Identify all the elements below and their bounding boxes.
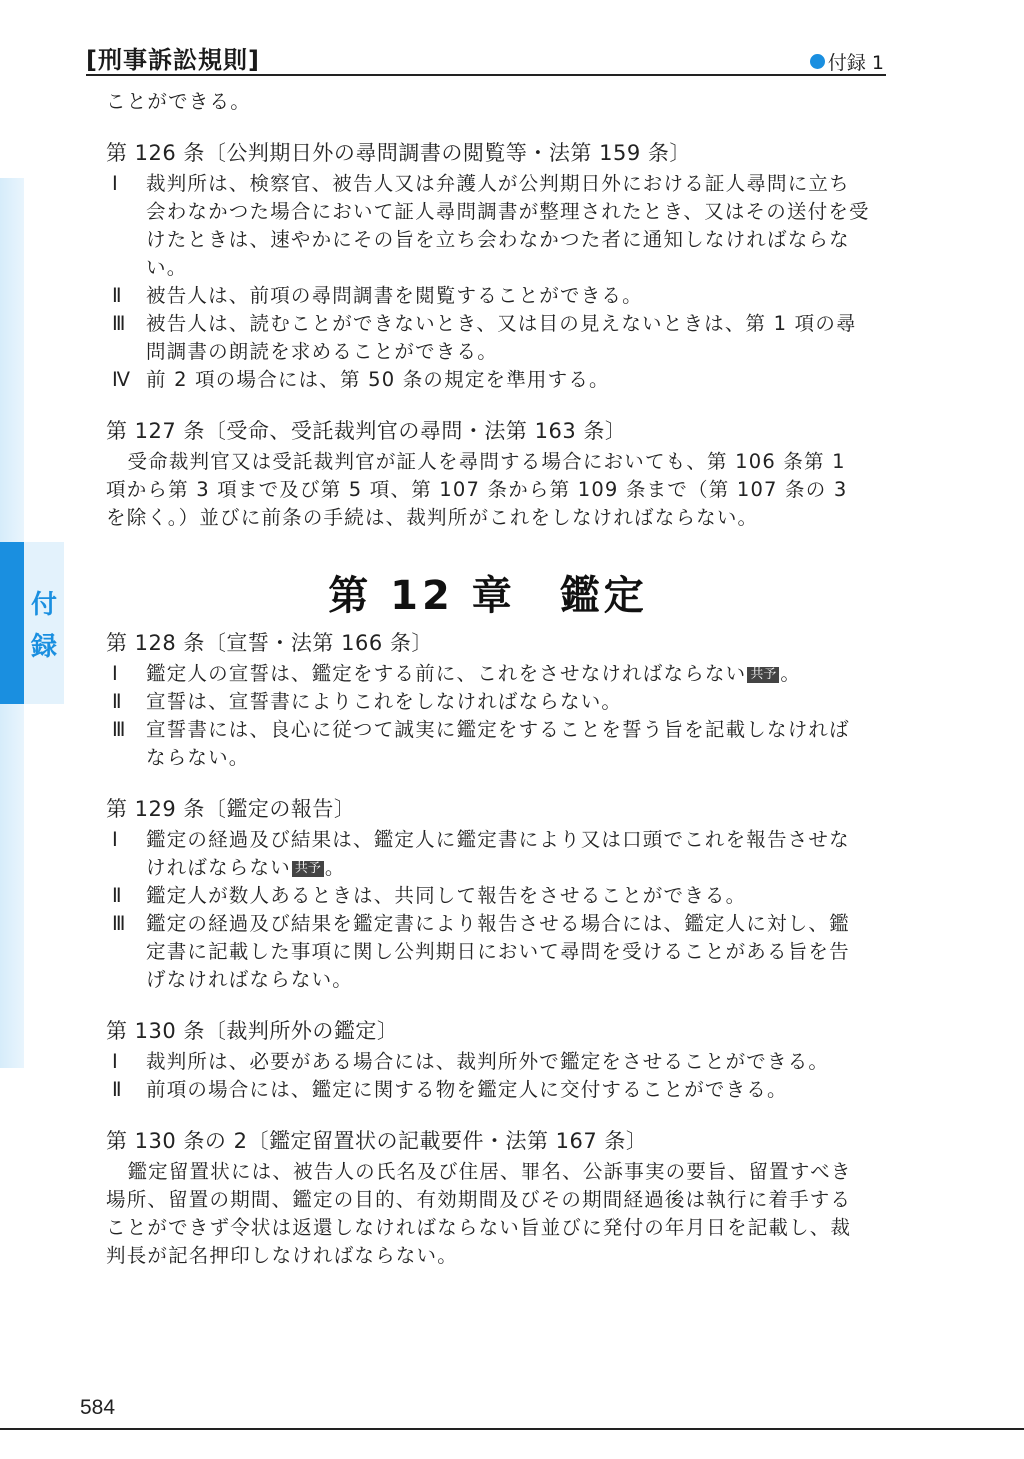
article-paragraph: 鑑定留置状には、被告人の氏名及び住居、罪名、公訴事実の要旨、留置すべき場所、留置の期間、鑑定の目的、有効期間及びその期間経過後は執行に着手することができず令状は返還しなければならない旨並びに発付の年月日を記載し、裁判長が記名押印しなければならない。 <box>106 1160 852 1267</box>
article-item <box>106 1048 870 1076</box>
item-text: 前項の場合には、鑑定に関する物を鑑定人に交付することができる。 <box>146 1078 788 1101</box>
item-number: Ⅱ <box>112 284 123 307</box>
item-number: Ⅲ <box>112 912 127 935</box>
article-heading: 第 128 条〔宣誓・法第 166 条〕 <box>106 631 433 655</box>
kyoyo-tag-icon: 共予 <box>747 667 779 683</box>
item-text: 被告人は、前項の尋問調書を閲覧することができる。 <box>146 284 643 307</box>
item-text: 裁判所は、必要がある場合には、裁判所外で鑑定をさせることができる。 <box>146 1050 830 1073</box>
article-item <box>106 688 870 716</box>
article-item <box>106 716 870 772</box>
article-item <box>106 910 870 994</box>
item-text: 宣誓は、宣誓書によりこれをしなければならない。 <box>146 690 623 713</box>
sidebar-tab-char: 付 <box>30 590 57 620</box>
item-text: 鑑定の経過及び結果を鑑定書により報告させる場合には、鑑定人に対し、鑑定書に記載した事項に関し公判期日において尋問を受けることがある旨を告げなければならない。 <box>146 912 850 991</box>
item-text-end: 。 <box>780 662 802 685</box>
article-item <box>106 282 870 310</box>
item-text <box>146 826 870 882</box>
item-number: Ⅱ <box>112 884 123 907</box>
chapter-title: 第 12 章 鑑定 <box>328 573 648 619</box>
item-number: Ⅳ <box>112 368 132 391</box>
item-number: Ⅰ <box>112 1050 119 1073</box>
item-number: Ⅱ <box>112 1078 123 1101</box>
item-text: 鑑定人が数人あるときは、共同して報告をさせることができる。 <box>146 884 747 907</box>
article-heading: 第 130 条〔裁判所外の鑑定〕 <box>106 1019 399 1043</box>
article-heading: 第 130 条の 2〔鑑定留置状の記載要件・法第 167 条〕 <box>106 1129 648 1153</box>
header-rule <box>86 74 886 76</box>
item-text: 宣誓書には、良心に従つて誠実に鑑定をすることを誓う旨を記載しなければならない。 <box>146 718 850 769</box>
article-heading: 第 129 条〔鑑定の報告〕 <box>106 797 356 821</box>
item-number: Ⅲ <box>112 312 127 335</box>
article-item <box>106 366 870 394</box>
page-number: 584 <box>80 1396 116 1419</box>
item-number: Ⅰ <box>112 662 119 685</box>
page-content <box>106 88 870 1270</box>
item-text: 被告人は、読むことができないとき、又は目の見えないときは、第 1 項の尋問調書の朗読を求めることができる。 <box>146 312 857 363</box>
article-item <box>106 310 870 366</box>
item-text: 裁判所は、検察官、被告人又は弁護人が公判期日外における証人尋問に立ち会わなかつた場合において証人尋問調書が整理されたとき、又はその送付を受けたときは、速やかにその旨を立ち会わなかつた者に通知しなければならない。 <box>146 172 870 279</box>
item-text-body: 鑑定人の宣誓は、鑑定をする前に、これをさせなければならない <box>146 662 747 685</box>
article-heading: 第 127 条〔受命、受託裁判官の尋問・法第 163 条〕 <box>106 419 627 443</box>
item-text-end: 。 <box>324 856 346 879</box>
article-paragraph: 受命裁判官又は受託裁判官が証人を尋問する場合においても、第 106 条第 1 項から第 3 項まで及び第 5 項、第 107 条から第 109 条まで（第 107 条の 3 を除く。）並びに前条の手続は、裁判所がこれをしなければならない。 <box>106 450 848 529</box>
section-label: 付録 1 <box>827 52 884 74</box>
item-text-body: 鑑定の経過及び結果は、鑑定人に鑑定書により又は口頭でこれを報告させなければならない <box>146 828 850 879</box>
item-number: Ⅰ <box>112 828 119 851</box>
article-item <box>106 1076 870 1104</box>
item-text <box>146 660 870 688</box>
item-text: 前 2 項の場合には、第 50 条の規定を準用する。 <box>146 368 610 391</box>
blue-dot-icon <box>810 54 825 69</box>
item-number: Ⅱ <box>112 690 123 713</box>
kyoyo-tag-icon: 共予 <box>292 861 324 877</box>
item-number: Ⅲ <box>112 718 127 741</box>
article-heading: 第 126 条〔公判期日外の尋問調書の閲覧等・法第 159 条〕 <box>106 141 691 165</box>
page-header-title: [刑事訴訟規則] <box>86 46 260 74</box>
article-item <box>106 826 870 882</box>
page-header-section <box>810 48 884 75</box>
item-number: Ⅰ <box>112 172 119 195</box>
sidebar-tab-char: 録 <box>30 632 57 662</box>
article-item <box>106 882 870 910</box>
article-item <box>106 660 870 688</box>
article-item <box>106 170 870 282</box>
sidebar-tab-bar <box>0 542 24 704</box>
continuation-text: ことができる。 <box>106 90 251 113</box>
bottom-rule <box>0 1428 1024 1430</box>
sidebar-tab-label <box>28 584 60 668</box>
